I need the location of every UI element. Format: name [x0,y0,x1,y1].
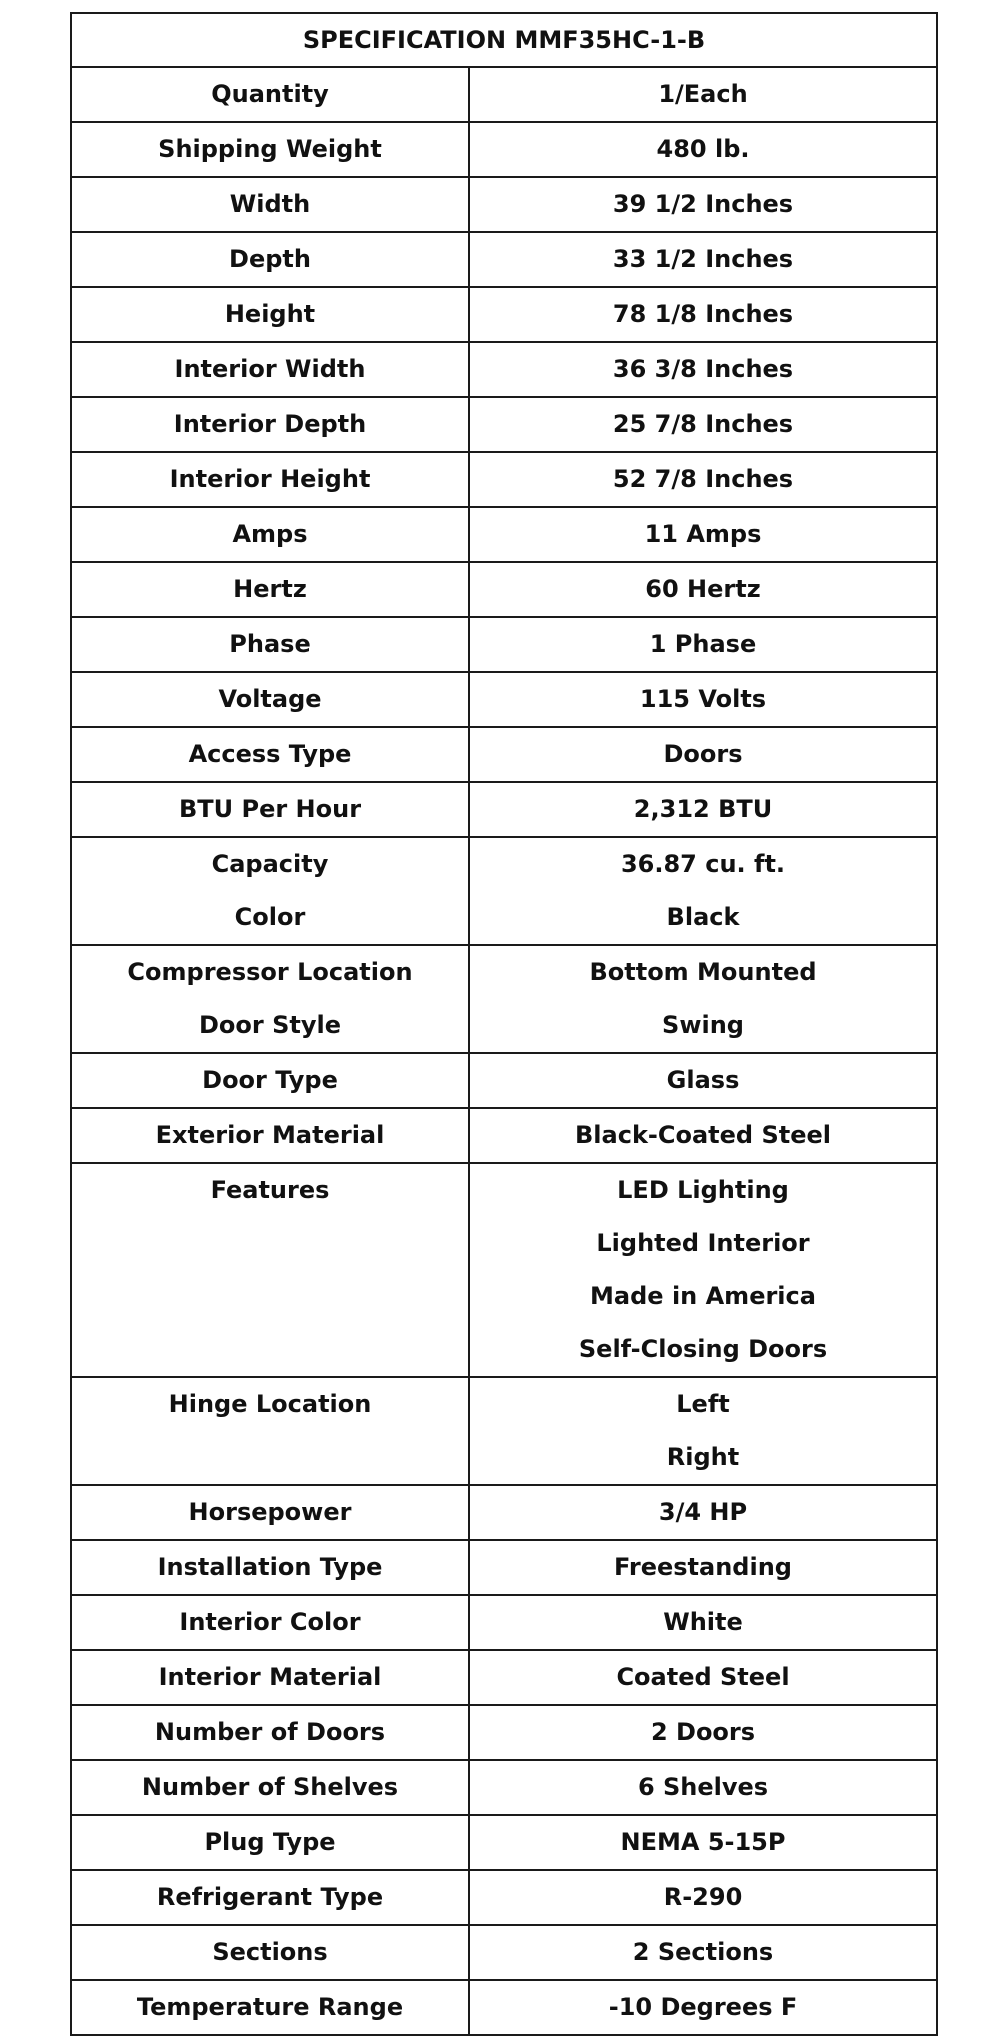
spec-value: 39 1/2 Inches [612,190,794,218]
table-row [71,1377,937,1485]
table-row [71,1980,937,2035]
spec-label: Interior Material [158,1663,382,1691]
spec-label-cell [71,232,469,287]
table-row [71,1540,937,1595]
spec-label: Exterior Material [155,1121,385,1149]
spec-label-cell [71,397,469,452]
spec-label-cell [71,1980,469,2035]
spec-value-cell [469,727,937,782]
table-row [71,1925,937,1980]
spec-value: NEMA 5-15P [620,1828,786,1856]
table-row [71,452,937,507]
table-row [71,1815,937,1870]
spec-label-cell [71,1053,469,1108]
table-title: SPECIFICATION MMF35HC-1-B [71,13,937,67]
spec-label-cell [71,562,469,617]
spec-value: Swing [662,1011,744,1039]
spec-value: 6 Shelves [637,1773,769,1801]
spec-label: Capacity [211,850,329,878]
spec-value: 11 Amps [644,520,762,548]
spec-label-cell [71,1650,469,1705]
spec-value-cell [469,1815,937,1870]
spec-value: Coated Steel [616,1663,790,1691]
spec-label: Interior Height [169,465,371,493]
spec-label-cell [71,507,469,562]
spec-value-cell [469,1870,937,1925]
spec-value: R-290 [663,1883,743,1911]
spec-value: 60 Hertz [645,575,761,603]
spec-value: LED Lighting [617,1176,789,1204]
table-row [71,1705,937,1760]
table-row [71,1485,937,1540]
spec-label-cell [71,1705,469,1760]
spec-label: Quantity [211,80,329,108]
spec-label: Door Type [202,1066,338,1094]
spec-label-cell [71,1485,469,1540]
table-row [71,837,937,945]
spec-value-cell [469,617,937,672]
table-row [71,782,937,837]
table-row [71,1760,937,1815]
table-row [71,1163,937,1377]
spec-value-cell [469,1053,937,1108]
table-row [71,617,937,672]
spec-value: Glass [666,1066,740,1094]
table-row [71,122,937,177]
spec-label-cell [71,782,469,837]
specification-table-body [71,13,937,2035]
spec-value: -10 Degrees F [608,1993,798,2021]
spec-value: 36 3/8 Inches [612,355,794,383]
spec-value-cell [469,1595,937,1650]
table-row [71,67,937,122]
spec-label: Interior Depth [173,410,367,438]
spec-label: Color [234,903,306,931]
spec-label: Door Style [199,1011,341,1039]
specification-table [70,12,938,2036]
spec-label: Access Type [188,740,352,768]
spec-label: Installation Type [157,1553,383,1581]
spec-label: Voltage [218,685,322,713]
spec-value-cell [469,287,937,342]
spec-label-cell [71,177,469,232]
table-row [71,1870,937,1925]
spec-value: Right [666,1443,740,1471]
spec-value: Black [666,903,740,931]
spec-label-cell [71,287,469,342]
spec-label: Amps [232,520,308,548]
table-row [71,397,937,452]
table-row [71,945,937,1053]
spec-value-cell [469,232,937,287]
spec-value: 2 Sections [632,1938,774,1966]
spec-label: Shipping Weight [158,135,382,163]
spec-label: BTU Per Hour [178,795,362,823]
table-row [71,562,937,617]
title-row [71,13,937,67]
spec-value: 25 7/8 Inches [612,410,794,438]
spec-value-cell [469,837,937,945]
spec-label-cell [71,1760,469,1815]
spec-value: White [663,1608,743,1636]
spec-value: Freestanding [614,1553,792,1581]
spec-label: Number of Doors [154,1718,386,1746]
spec-value: 2 Doors [650,1718,756,1746]
spec-value-cell [469,177,937,232]
spec-value-cell [469,782,937,837]
spec-label: Interior Width [174,355,366,383]
spec-value: 3/4 HP [658,1498,748,1526]
spec-value: 1/Each [658,80,748,108]
spec-value: Self-Closing Doors [578,1335,828,1363]
spec-value-cell [469,1705,937,1760]
spec-label-cell [71,945,469,1053]
spec-label: Sections [212,1938,328,1966]
spec-label: Compressor Location [127,958,413,986]
spec-label: Hinge Location [168,1390,372,1418]
spec-label-cell [71,672,469,727]
spec-value-cell [469,1485,937,1540]
table-row [71,1595,937,1650]
spec-value: 2,312 BTU [633,795,773,823]
spec-label: Width [229,190,311,218]
spec-label: Temperature Range [136,1993,404,2021]
spec-label: Horsepower [188,1498,352,1526]
spec-value-cell [469,945,937,1053]
spec-value: 480 lb. [656,135,750,163]
spec-value-cell [469,562,937,617]
spec-value: Black-Coated Steel [575,1121,831,1149]
spec-value-cell [469,342,937,397]
table-row [71,232,937,287]
spec-value: 78 1/8 Inches [612,300,794,328]
spec-value: Left [676,1390,730,1418]
spec-value: 1 Phase [649,630,757,658]
spec-value-cell [469,1108,937,1163]
table-row [71,1108,937,1163]
spec-label-cell [71,1815,469,1870]
spec-value-cell [469,1925,937,1980]
spec-label: Refrigerant Type [156,1883,384,1911]
spec-value: Doors [663,740,743,768]
spec-value: Made in America [590,1282,816,1310]
spec-value-cell [469,1650,937,1705]
spec-label-cell [71,342,469,397]
spec-value-cell [469,507,937,562]
spec-label: Height [224,300,316,328]
spec-label: Interior Color [179,1608,361,1636]
spec-value-cell [469,1377,937,1485]
spec-label: Plug Type [204,1828,336,1856]
spec-value: 33 1/2 Inches [612,245,794,273]
spec-label-cell [71,617,469,672]
spec-value-cell [469,1163,937,1377]
spec-label: Number of Shelves [141,1773,399,1801]
spec-label-cell [71,452,469,507]
spec-value-cell [469,1760,937,1815]
spec-label-cell [71,1377,469,1485]
table-row [71,672,937,727]
spec-label: Hertz [233,575,307,603]
table-row [71,1650,937,1705]
table-row [71,1053,937,1108]
spec-label-cell [71,1925,469,1980]
table-row [71,727,937,782]
spec-value-cell [469,1540,937,1595]
spec-value-cell [469,122,937,177]
spec-label-cell [71,1540,469,1595]
spec-label-cell [71,1163,469,1377]
table-row [71,177,937,232]
spec-value-cell [469,452,937,507]
spec-value-cell [469,397,937,452]
spec-label-cell [71,1108,469,1163]
spec-value-cell [469,67,937,122]
spec-value: 52 7/8 Inches [612,465,794,493]
spec-label-cell [71,1595,469,1650]
spec-label: Phase [229,630,311,658]
spec-label-cell [71,122,469,177]
table-row [71,507,937,562]
spec-value: Bottom Mounted [589,958,817,986]
table-row [71,287,937,342]
spec-label: Features [210,1176,330,1204]
spec-value-cell [469,1980,937,2035]
spec-value: 115 Volts [639,685,767,713]
spec-value: 36.87 cu. ft. [620,850,786,878]
table-row [71,342,937,397]
spec-label: Depth [229,245,311,273]
spec-value-cell [469,672,937,727]
spec-label-cell [71,1870,469,1925]
spec-label-cell [71,727,469,782]
spec-label-cell [71,67,469,122]
spec-label-cell [71,837,469,945]
spec-value: Lighted Interior [596,1229,810,1257]
